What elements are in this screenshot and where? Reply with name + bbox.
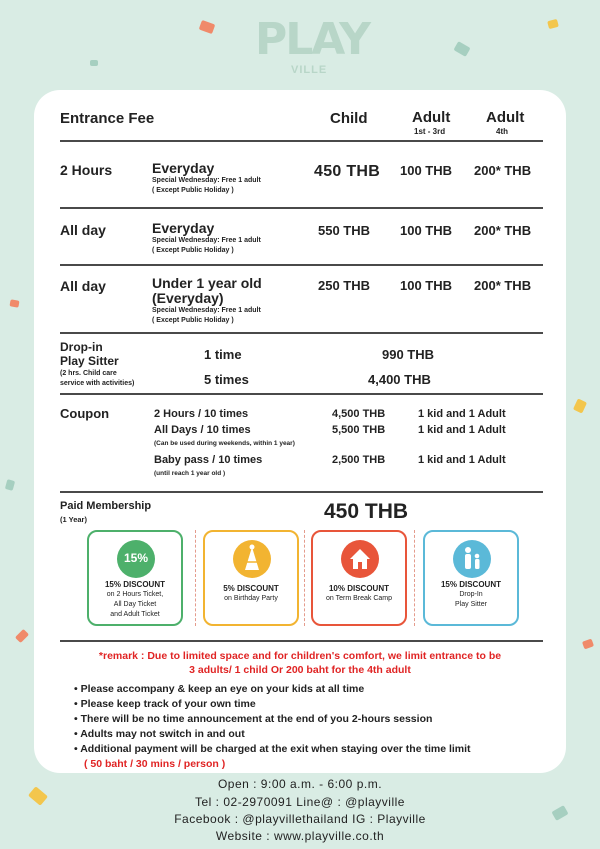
divider [60, 264, 543, 266]
logo-sub: VILLE [291, 64, 328, 76]
fee-note: ( Except Public Holiday ) [152, 187, 234, 194]
confetti-shape [9, 299, 19, 307]
coupon-title: Coupon [60, 406, 110, 421]
rule-text: Additional payment will be charged at the exit when staying over the time limit [80, 743, 471, 755]
confetti-shape [547, 19, 559, 29]
adult-price: 100 THB [400, 163, 453, 178]
rule-text: Adults may not switch in and out [80, 728, 245, 740]
adult-sub-heading: 1st - 3rd [414, 127, 446, 136]
coupon-note: (Can be used during weekends, within 1 year) [154, 440, 295, 447]
membership-price: 450 THB [324, 500, 409, 523]
benefit-title: 15% DISCOUNT [104, 580, 165, 589]
benefit-title: 15% DISCOUNT [440, 580, 501, 589]
coupon-price: 2,500 THB [332, 454, 386, 466]
rule-text: Please accompany & keep an eye on your kids at all time [80, 683, 365, 695]
rule-item: • Adults may not switch in and out [74, 728, 245, 740]
adult-price: 100 THB [400, 278, 453, 293]
adult-4th-price: 200* THB [474, 163, 532, 178]
confetti-shape [573, 398, 587, 413]
adult-heading: Adult [412, 109, 451, 126]
benefit-card [87, 530, 183, 626]
adult-4th-heading: Adult [486, 109, 525, 126]
child-price: 250 THB [318, 278, 371, 293]
fee-note: Special Wednesday: Free 1 adult [152, 237, 261, 244]
opening-hours: Open : 9:00 a.m. - 6:00 p.m. [217, 777, 383, 791]
benefit-detail: and Adult Ticket [110, 611, 160, 618]
dashed-separator [414, 530, 415, 626]
rule-item: • There will be no time announcement at the end of you 2-hours session [74, 713, 433, 725]
adult-4th-price: 200* THB [474, 278, 532, 293]
child-heading: Child [330, 110, 368, 127]
coupon-who: 1 kid and 1 Adult [418, 408, 506, 420]
coupon-item: 2 Hours / 10 times [154, 408, 249, 420]
contact-social: Facebook : @playvillethailand IG : Playville [174, 812, 426, 826]
overtime-note: ( 50 baht / 30 mins / person ) [84, 758, 226, 770]
benefit-title: 5% DISCOUNT [223, 584, 279, 593]
fee-type: Everyday [152, 160, 215, 176]
family-icon [453, 540, 491, 578]
divider [60, 640, 543, 642]
coupon-item: Baby pass / 10 times [154, 454, 263, 466]
adult-4th-sub-heading: 4th [496, 127, 508, 136]
coupon-who: 1 kid and 1 Adult [418, 424, 506, 436]
party-hat-icon [233, 540, 271, 578]
rules-list [74, 683, 544, 770]
remark-line: *remark : Due to limited space and for children's comfort, we limit entrance to be [98, 650, 502, 662]
contact-website: Website : www.playville.co.th [215, 829, 385, 843]
benefit-detail: on Birthday Party [224, 595, 278, 602]
percent-icon [117, 540, 155, 578]
confetti-shape [15, 629, 29, 643]
fee-note: Special Wednesday: Free 1 adult [152, 177, 261, 184]
house-icon [341, 540, 379, 578]
logo-text: PLAY [255, 14, 369, 65]
fee-type-sub: (Everyday) [152, 290, 224, 306]
benefit-title: 10% DISCOUNT [328, 584, 389, 593]
membership-sub: (1 Year) [60, 515, 87, 524]
fee-note: ( Except Public Holiday ) [152, 247, 234, 254]
child-price: 550 THB [318, 223, 371, 238]
fee-type: Everyday [152, 220, 215, 236]
child-price: 450 THB [314, 163, 381, 180]
contact-tel: Tel : 02-2970091 Line@ : @playville [195, 795, 405, 809]
rule-item: • Please keep track of your own time [74, 698, 256, 710]
benefit-card [423, 530, 519, 626]
fee-duration: 2 Hours [60, 162, 113, 178]
fee-duration: All day [60, 222, 106, 238]
dropin-price: 990 THB [382, 347, 435, 362]
adult-4th-price: 200* THB [474, 223, 532, 238]
dropin-option: 1 time [204, 347, 242, 362]
coupon-note: (until reach 1 year old ) [154, 470, 226, 477]
dropin-note: service with activities) [60, 380, 135, 387]
benefit-detail: All Day Ticket [113, 601, 157, 608]
benefit-card [311, 530, 407, 626]
benefit-detail: on Term Break Camp [325, 595, 392, 602]
confetti-shape [453, 41, 470, 57]
benefit-detail: Play Sitter [455, 601, 487, 608]
remark-line: 3 adults/ 1 child Or 200 baht for the 4th adult [189, 664, 411, 676]
confetti-shape [582, 639, 594, 650]
coupon-who: 1 kid and 1 Adult [418, 454, 506, 466]
dropin-title: Play Sitter [60, 354, 119, 368]
divider [60, 491, 543, 493]
divider [60, 393, 543, 395]
divider [60, 207, 543, 209]
benefit-card [203, 530, 299, 626]
fee-note: ( Except Public Holiday ) [152, 317, 234, 324]
dropin-option: 5 times [204, 372, 249, 387]
rule-item: • Additional payment will be charged at the exit when staying over the time limit [74, 743, 471, 755]
dropin-note: (2 hrs. Child care [60, 370, 117, 377]
coupon-price: 4,500 THB [332, 408, 386, 420]
rule-item: • Please accompany & keep an eye on your kids at all time [74, 683, 365, 695]
dropin-price: 4,400 THB [368, 372, 431, 387]
fee-duration: All day [60, 278, 106, 294]
adult-price: 100 THB [400, 223, 453, 238]
rule-text: Please keep track of your own time [80, 698, 256, 710]
fee-type: Under 1 year old [152, 275, 262, 291]
confetti-shape [199, 20, 216, 34]
confetti-shape [90, 60, 98, 66]
divider [60, 140, 543, 142]
divider [60, 332, 543, 334]
dropin-title: Drop-in [60, 340, 103, 354]
percent-icon-text: 15% [123, 551, 149, 565]
coupon-price: 5,500 THB [332, 424, 386, 436]
benefit-detail: on 2 Hours Ticket, [106, 591, 164, 598]
rule-text: There will be no time announcement at the end of you 2-hours session [80, 713, 433, 725]
coupon-item: All Days / 10 times [154, 424, 251, 436]
membership-title: Paid Membership [60, 500, 152, 512]
fee-note: Special Wednesday: Free 1 adult [152, 307, 261, 314]
entrance-fee-heading: Entrance Fee [60, 110, 155, 127]
dashed-separator [195, 530, 196, 626]
confetti-shape [5, 479, 15, 491]
benefit-detail: Drop-In [459, 591, 483, 598]
playville-logo [255, 12, 369, 82]
dashed-separator [304, 530, 305, 626]
